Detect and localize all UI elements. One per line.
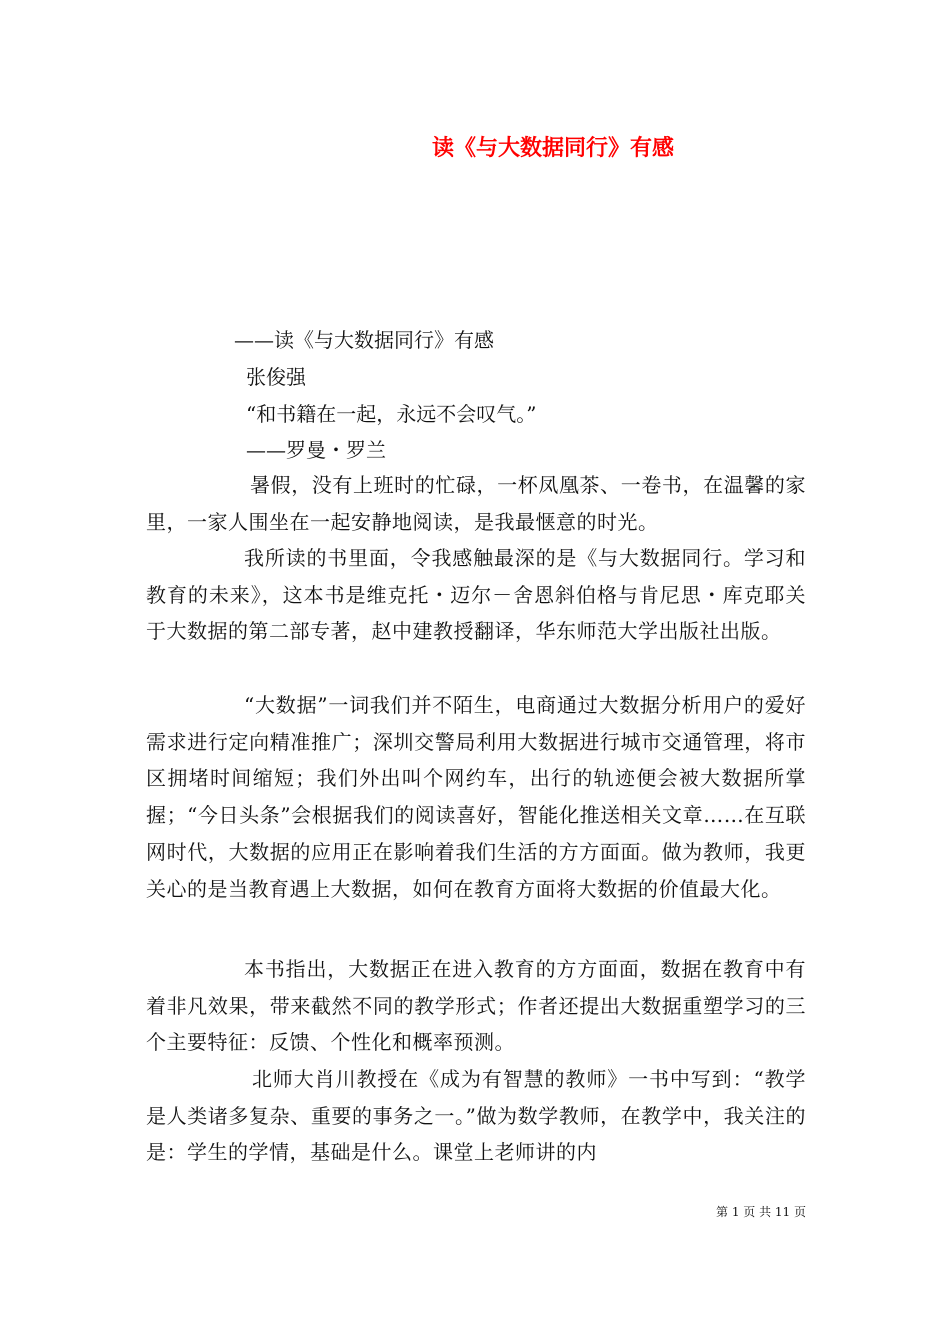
paragraph-2: 我所读的书里面，令我感触最深的是《与大数据同行。学习和教育的未来》，这本书是维克托・迈尔－舍恩斜伯格与肯尼思・库克耶关于大数据的第二部专著，赵中建教授翻译，华东师范大学出版社出版。 <box>146 546 806 644</box>
document-title: 读《与大数据同行》有感 <box>432 135 675 161</box>
author-name: 张俊强 <box>246 365 306 389</box>
paragraph-3: “大数据”一词我们并不陌生，电商通过大数据分析用户的爱好需求进行定向精准推广；深圳交警局利用大数据进行城市交通管理，将市区拥堵时间缩短；我们外出叫个网约车，出行的轨迹便会被大数据所掌握；“今日头条”会根据我们的阅读喜好，智能化推送相关文章……在互联网时代，大数据的应用正在影响着我们生活的方方面面。做为教师，我更关心的是当教育遇上大数据，如何在教育方面将大数据的价值最大化。 <box>146 693 806 901</box>
paragraph-5: 北师大肖川教授在《成为有智慧的教师》一书中写到：“教学是人类诸多复杂、重要的事务之一。”做为数学教师，在教学中，我关注的是：学生的学情，基础是什么。课堂上老师讲的内 <box>146 1067 806 1165</box>
paragraph-1: 暑假，没有上班时的忙碌，一杯凤凰茶、一卷书，在温馨的家里，一家人围坐在一起安静地阅读，是我最惬意的时光。 <box>146 473 806 534</box>
epigraph-quote: “和书籍在一起，永远不会叹气。” <box>246 402 537 426</box>
paragraph-4: 本书指出，大数据正在进入教育的方方面面，数据在教育中有着非凡效果，带来截然不同的教学形式；作者还提出大数据重塑学习的三个主要特征：反馈、个性化和概率预测。 <box>146 957 806 1055</box>
page-number-footer: 第 1 页 共 11 页 <box>716 1205 806 1219</box>
subtitle: ——读《与大数据同行》有感 <box>234 328 494 352</box>
epigraph-source: ——罗曼・罗兰 <box>246 438 386 462</box>
